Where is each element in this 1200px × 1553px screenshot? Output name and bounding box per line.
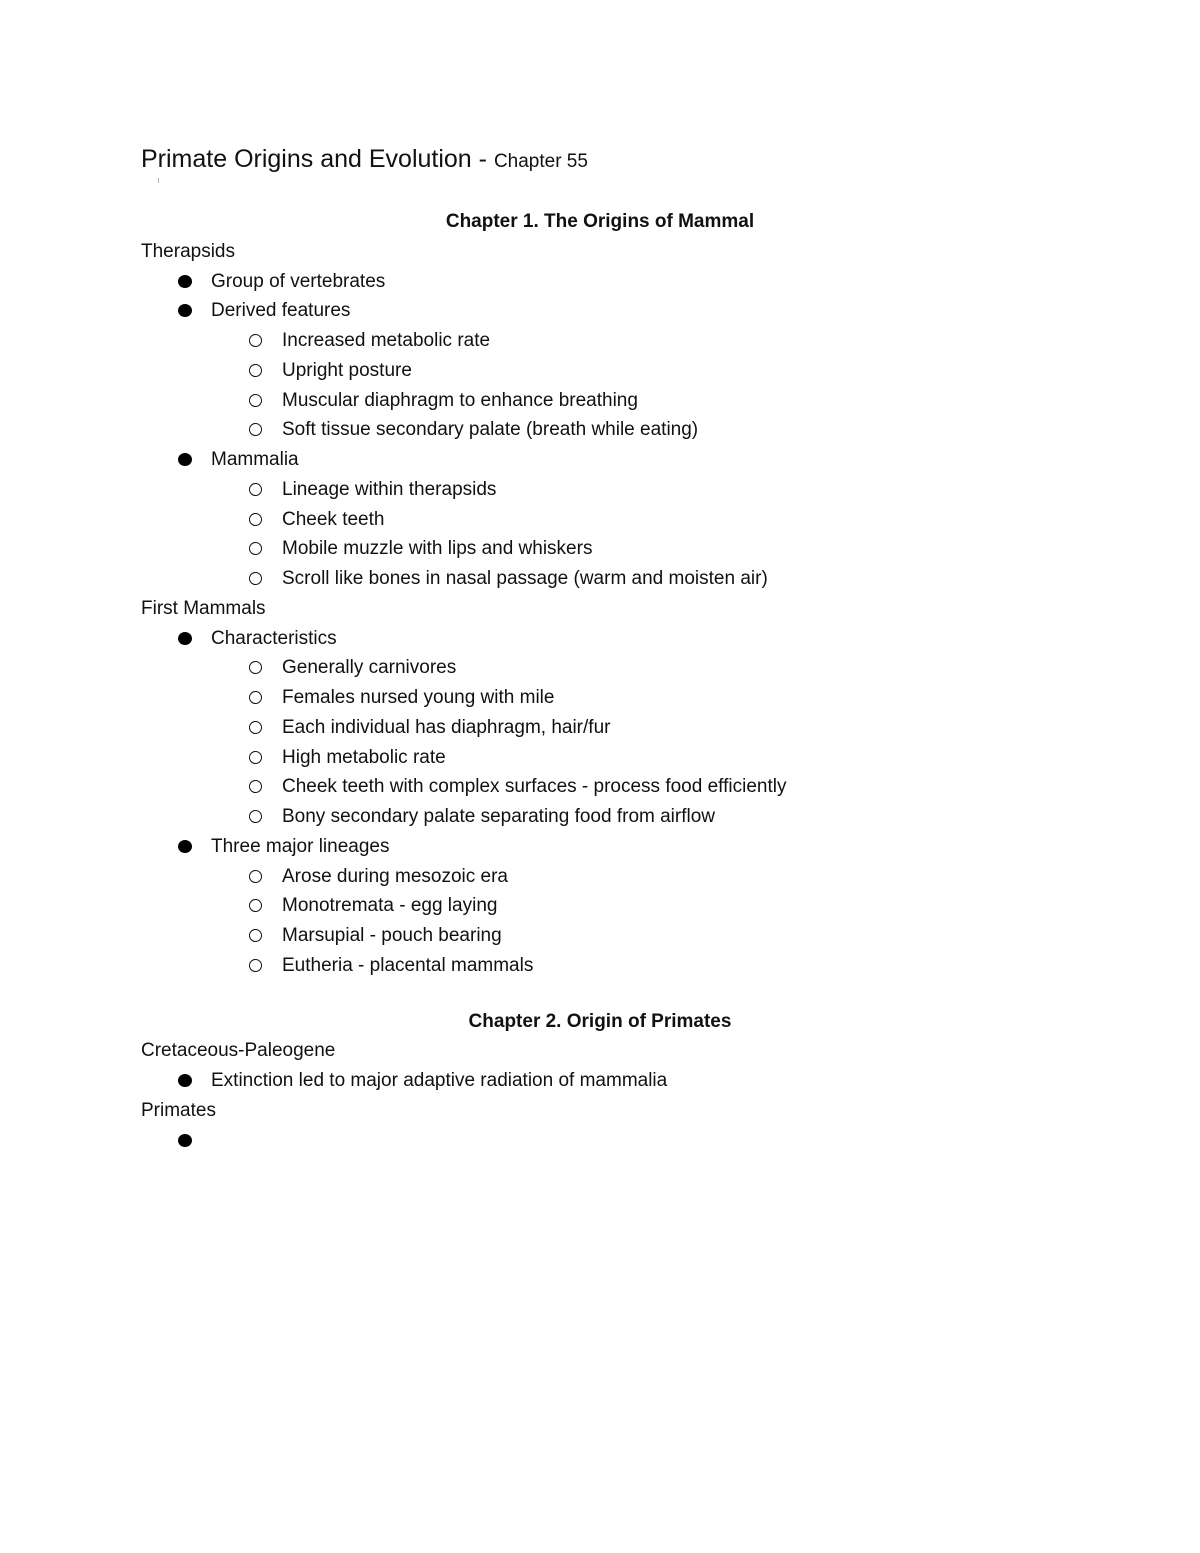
bullet-text: Marsupial - pouch bearing xyxy=(282,925,502,946)
sub-bullet-item xyxy=(0,564,1200,594)
bullet-text: Cheek teeth xyxy=(282,508,385,530)
hollow-bullet-icon xyxy=(249,929,262,942)
sub-bullet-item xyxy=(0,743,1200,773)
sub-bullet-item xyxy=(0,386,1200,416)
bullet-text: Bony secondary palate separating food from airflow xyxy=(282,806,716,827)
document-title xyxy=(141,141,588,180)
sub-bullet-item xyxy=(0,653,1200,683)
hollow-bullet-icon xyxy=(249,870,262,883)
hollow-bullet-icon xyxy=(249,899,262,912)
sub-bullet-item xyxy=(0,475,1200,505)
document-body xyxy=(0,207,1200,1155)
hollow-bullet-icon xyxy=(249,691,262,704)
sub-bullet-item xyxy=(0,415,1200,445)
bullet-text: Lineage within therapsids xyxy=(282,478,497,500)
hollow-bullet-icon xyxy=(249,542,262,555)
bullet-text: Cheek teeth with complex surfaces - process food efficiently xyxy=(282,776,787,798)
bullet-item xyxy=(0,267,1200,297)
sub-bullet-item xyxy=(0,802,1200,832)
section-label: Cretaceous-Paleogene xyxy=(141,1040,336,1062)
cursor-tick-mark xyxy=(158,178,159,183)
bullet-text: Characteristics xyxy=(211,627,337,649)
bullet-text: Three major lineages xyxy=(211,835,390,857)
filled-bullet-icon xyxy=(178,304,192,317)
filled-bullet-icon xyxy=(178,275,192,288)
bullet-text: Soft tissue secondary palate (breath while eating) xyxy=(282,419,699,441)
document-title-subtitle: Chapter 55 xyxy=(493,151,588,172)
section-label: Therapsids xyxy=(141,240,235,262)
bullet-text: Arose during mesozoic era xyxy=(282,865,508,887)
hollow-bullet-icon xyxy=(249,959,262,972)
bullet-item xyxy=(0,1126,1200,1156)
chapter-heading: Chapter 2. Origin of Primates xyxy=(468,1010,732,1032)
bullet-item xyxy=(0,1066,1200,1096)
bullet-text: Group of vertebrates xyxy=(211,270,386,292)
filled-bullet-icon xyxy=(178,1134,192,1147)
sub-bullet-item xyxy=(0,505,1200,535)
hollow-bullet-icon xyxy=(249,810,262,823)
sub-bullet-item xyxy=(0,356,1200,386)
bullet-text: Upright posture xyxy=(282,359,412,381)
blank-line xyxy=(0,981,1200,1007)
bullet-text: Females nursed young with mile xyxy=(282,687,555,708)
bullet-text: Increased metabolic rate xyxy=(282,330,491,351)
hollow-bullet-icon xyxy=(249,721,262,734)
filled-bullet-icon xyxy=(178,1074,192,1087)
bullet-text: Scroll like bones in nasal passage (warm and moisten air) xyxy=(282,568,768,589)
bullet-item xyxy=(0,445,1200,475)
bullet-text: Each individual has diaphragm, hair/fur xyxy=(282,716,611,738)
sub-bullet-item xyxy=(0,862,1200,892)
filled-bullet-icon xyxy=(178,632,192,645)
hollow-bullet-icon xyxy=(249,394,262,407)
bullet-text: Mobile muzzle with lips and whiskers xyxy=(282,538,593,560)
hollow-bullet-icon xyxy=(249,780,262,793)
sub-bullet-item xyxy=(0,683,1200,713)
sub-bullet-item xyxy=(0,713,1200,743)
bullet-item xyxy=(0,832,1200,862)
hollow-bullet-icon xyxy=(249,513,262,526)
section-label: First Mammals xyxy=(141,597,266,619)
sub-bullet-item xyxy=(0,326,1200,356)
hollow-bullet-icon xyxy=(249,751,262,764)
hollow-bullet-icon xyxy=(249,661,262,674)
filled-bullet-icon xyxy=(178,840,192,853)
hollow-bullet-icon xyxy=(249,364,262,377)
hollow-bullet-icon xyxy=(249,483,262,496)
hollow-bullet-icon xyxy=(249,334,262,347)
sub-bullet-item xyxy=(0,772,1200,802)
hollow-bullet-icon xyxy=(249,423,262,436)
bullet-text: Mammalia xyxy=(211,449,299,470)
bullet-text: High metabolic rate xyxy=(282,746,446,768)
bullet-item xyxy=(0,296,1200,326)
hollow-bullet-icon xyxy=(249,572,262,585)
bullet-item xyxy=(0,624,1200,654)
sub-bullet-item xyxy=(0,921,1200,951)
chapter-heading: Chapter 1. The Origins of Mammal xyxy=(445,211,755,232)
filled-bullet-icon xyxy=(178,453,192,466)
sub-bullet-item xyxy=(0,951,1200,981)
bullet-text: Derived features xyxy=(211,300,351,322)
bullet-text: Eutheria - placental mammals xyxy=(282,954,534,976)
document-title-main: Primate Origins and Evolution xyxy=(141,145,472,173)
bullet-text: Generally carnivores xyxy=(282,657,457,679)
sub-bullet-item xyxy=(0,891,1200,921)
document-title-separator: - xyxy=(471,145,494,173)
bullet-text: Muscular diaphragm to enhance breathing xyxy=(282,389,638,411)
bullet-text: Monotremata - egg laying xyxy=(282,895,498,917)
section-label: Primates xyxy=(141,1099,216,1121)
sub-bullet-item xyxy=(0,534,1200,564)
bullet-text: Extinction led to major adaptive radiation of mammalia xyxy=(211,1070,668,1091)
